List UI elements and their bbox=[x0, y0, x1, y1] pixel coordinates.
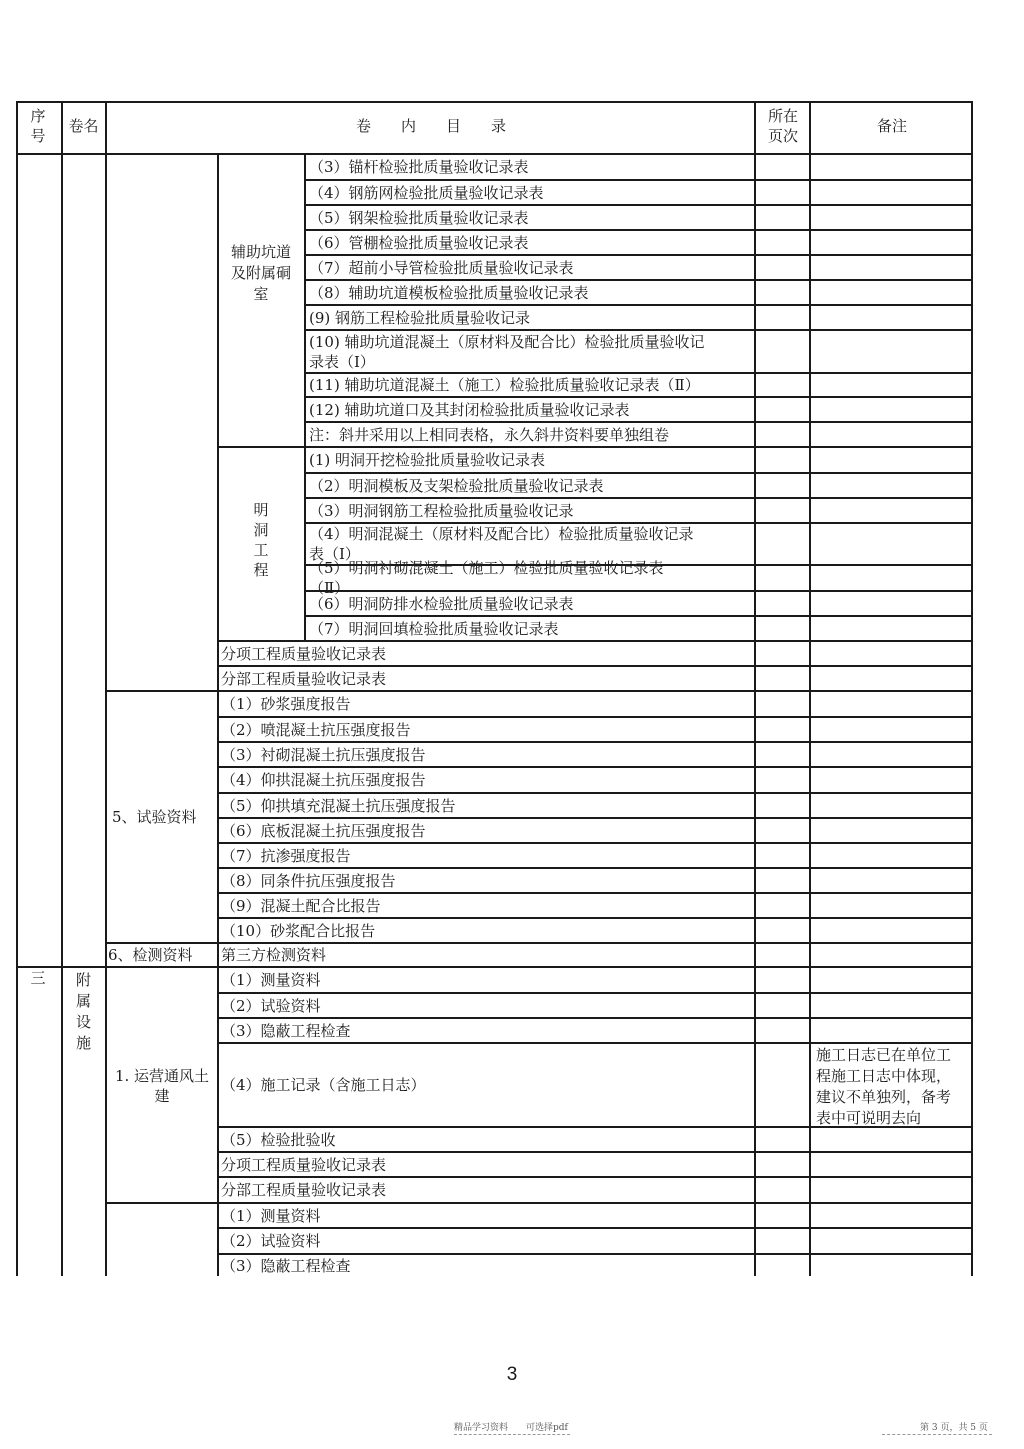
catalog-row: （8）同条件抗压强度报告 bbox=[221, 871, 396, 890]
footer-left: 精品学习资料 可选择pdf bbox=[454, 1423, 568, 1433]
catalog-row: （2）试验资料 bbox=[221, 1232, 321, 1250]
row-rule bbox=[305, 396, 973, 398]
row-rule bbox=[217, 1227, 973, 1229]
catalog-row: 分部工程质量验收记录表 bbox=[221, 669, 387, 688]
row-rule bbox=[105, 942, 973, 944]
col-rule-volume bbox=[61, 101, 63, 1276]
catalog-row: （4）仰拱混凝土抗压强度报告 bbox=[221, 771, 426, 789]
catalog-row: （7）抗渗强度报告 bbox=[221, 846, 351, 865]
group-aux-tunnel: 辅助坑道 及附属硐 室 bbox=[230, 243, 291, 303]
row-rule bbox=[217, 665, 973, 667]
catalog-row: 分项工程质量验收记录表 bbox=[221, 1155, 387, 1174]
catalog-row: （3）衬砌混凝土抗压强度报告 bbox=[221, 745, 426, 764]
group-inspection-data: 6、检测资料 bbox=[108, 946, 193, 964]
header-page: 所在 页次 bbox=[767, 107, 798, 145]
row-rule bbox=[217, 446, 973, 448]
row-rule bbox=[217, 792, 973, 794]
catalog-row: （4）钢筋网检验批质量验收记录表 bbox=[309, 183, 544, 202]
catalog-row: 第三方检测资料 bbox=[221, 946, 327, 964]
page-number: 3 bbox=[506, 1364, 518, 1385]
row-rule bbox=[305, 229, 973, 231]
catalog-row: （1）测量资料 bbox=[221, 1206, 321, 1225]
header-volume: 卷名 bbox=[68, 117, 99, 135]
catalog-row: 分部工程质量验收记录表 bbox=[221, 1181, 387, 1199]
col-rule-item bbox=[304, 153, 306, 640]
catalog-row: （5）明洞衬砌混凝土（施工）检验批质量验收记录表 （Ⅱ） bbox=[309, 559, 664, 597]
row-rule bbox=[305, 497, 973, 499]
row-rule bbox=[305, 372, 973, 374]
header-seq: 序 号 bbox=[30, 107, 46, 145]
row-rule bbox=[217, 741, 973, 743]
catalog-row: （3）锚杆检验批质量验收记录表 bbox=[309, 158, 529, 176]
row-rule bbox=[305, 254, 973, 256]
row-rule bbox=[305, 204, 973, 206]
catalog-row: （4）施工记录（含施工日志） bbox=[221, 1076, 426, 1094]
footer-right-rule bbox=[882, 1434, 992, 1435]
row-rule bbox=[305, 279, 973, 281]
catalog-row: (11) 辅助坑道混凝土（施工）检验批质量验收记录表（Ⅱ） bbox=[309, 376, 700, 394]
catalog-row: （8）辅助坑道模板检验批质量验收记录表 bbox=[309, 283, 589, 302]
catalog-row: （5）检验批验收 bbox=[221, 1130, 336, 1149]
catalog-row: （5）仰拱填充混凝土抗压强度报告 bbox=[221, 796, 456, 815]
section-3-seq: 三 bbox=[30, 969, 46, 987]
row-rule bbox=[217, 817, 973, 819]
catalog-row: （2）试验资料 bbox=[221, 996, 321, 1015]
catalog-row: (9) 钢筋工程检验批质量验收记录 bbox=[309, 308, 531, 327]
catalog-row: （3）隐蔽工程检查 bbox=[221, 1021, 351, 1040]
catalog-row: 注：斜井采用以上相同表格，永久斜井资料要单独组卷 bbox=[309, 425, 670, 444]
footer-left-rule bbox=[454, 1434, 570, 1435]
row-rule bbox=[217, 1017, 973, 1019]
catalog-row: （3）隐蔽工程检查 bbox=[221, 1256, 351, 1275]
row-rule bbox=[105, 690, 973, 692]
col-rule-remark bbox=[809, 101, 811, 1276]
row-rule bbox=[217, 1042, 973, 1044]
header-catalog: 卷 内 目 录 bbox=[355, 117, 506, 135]
catalog-row: （1）砂浆强度报告 bbox=[221, 695, 351, 713]
row-rule bbox=[305, 615, 973, 617]
remark-construction-log: 施工日志已在单位工 程施工日志中体现， 建议不单独列，备考 表中可说明去向 bbox=[816, 1046, 952, 1127]
col-rule-seq bbox=[16, 101, 18, 1276]
catalog-row: (12) 辅助坑道口及其封闭检验批质量验收记录表 bbox=[309, 400, 630, 419]
row-rule bbox=[217, 640, 973, 642]
group-open-cut: 明 洞 工 程 bbox=[253, 501, 269, 579]
catalog-row: （7）超前小导管检验批质量验收记录表 bbox=[309, 258, 574, 277]
row-rule bbox=[305, 421, 973, 423]
catalog-row: （3）明洞钢筋工程检验批质量验收记录 bbox=[309, 501, 574, 520]
table-top-rule bbox=[16, 101, 973, 103]
catalog-row: （9）混凝土配合比报告 bbox=[221, 896, 381, 915]
catalog-row: （2）喷混凝土抗压强度报告 bbox=[221, 720, 411, 739]
catalog-row: （7）明洞回填检验批质量验收记录表 bbox=[309, 619, 559, 638]
catalog-row: （6）底板混凝土抗压强度报告 bbox=[221, 821, 426, 840]
row-rule bbox=[217, 716, 973, 718]
row-rule bbox=[305, 472, 973, 474]
row-rule bbox=[217, 892, 973, 894]
header-bottom-rule bbox=[16, 153, 973, 155]
row-rule bbox=[16, 966, 973, 968]
row-rule bbox=[217, 992, 973, 994]
catalog-row: (10) 辅助坑道混凝土（原材料及配合比）检验批质量验收记 录表（Ⅰ） bbox=[309, 332, 705, 371]
col-rule-subgroup bbox=[217, 153, 219, 1276]
group-test-data: 5、试验资料 bbox=[112, 808, 197, 826]
catalog-row: （1）测量资料 bbox=[221, 971, 321, 989]
table-right-rule bbox=[971, 101, 973, 1276]
row-rule bbox=[105, 1202, 973, 1204]
row-rule bbox=[305, 179, 973, 181]
catalog-row: (1) 明洞开挖检验批质量验收记录表 bbox=[309, 451, 546, 469]
catalog-row: （2）明洞模板及支架检验批质量验收记录表 bbox=[309, 476, 604, 495]
row-rule bbox=[305, 304, 973, 306]
row-rule bbox=[217, 917, 973, 919]
catalog-row: （6）明洞防排水检验批质量验收记录表 bbox=[309, 594, 574, 613]
row-rule bbox=[217, 1151, 973, 1153]
catalog-row: （10）砂浆配合比报告 bbox=[221, 921, 376, 940]
row-rule bbox=[217, 867, 973, 869]
catalog-row: （6）管棚检验批质量验收记录表 bbox=[309, 233, 529, 252]
catalog-row: （4）明洞混凝土（原材料及配合比）检验批质量验收记录 表（Ⅰ） bbox=[309, 525, 694, 563]
col-rule-page bbox=[754, 101, 756, 1276]
row-rule bbox=[217, 842, 973, 844]
section-3-name: 附 属 设 施 bbox=[75, 971, 91, 1052]
row-rule bbox=[217, 1176, 973, 1178]
footer-right: 第 3 页，共 5 页 bbox=[920, 1423, 988, 1433]
catalog-row: 分项工程质量验收记录表 bbox=[221, 644, 387, 663]
row-rule bbox=[217, 766, 973, 768]
group-ventilation: 1. 运营通风土 建 bbox=[114, 1067, 210, 1105]
catalog-row: （5）钢架检验批质量验收记录表 bbox=[309, 208, 529, 227]
header-remark: 备注 bbox=[876, 117, 907, 135]
